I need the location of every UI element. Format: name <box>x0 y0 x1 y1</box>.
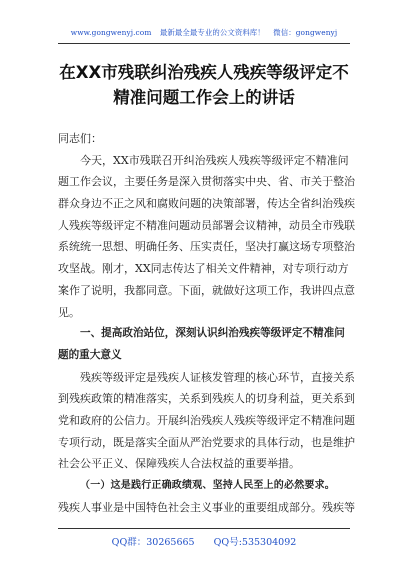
page-footer <box>58 534 350 548</box>
body-text-line: 攻坚战。刚才，XX同志传达了相关文件精神，对专项行动方 <box>58 262 349 276</box>
header-site-link[interactable]: www.gongwenyj.com <box>70 28 152 37</box>
footer-divider <box>58 528 350 529</box>
body-text-line: 人残疾等级评定不精准问题动员部署会议精神，动员全市残联 <box>58 218 355 232</box>
body-text-line: 党和政府的公信力。开展纠治残疾人残疾等级评定不精准问题 <box>58 413 355 427</box>
body-text-line: 专项行动，既是落实全面从严治党要求的具体行动，也是维护 <box>58 435 355 449</box>
section-heading-line: 一、提高政治站位，深刻认识纠治残疾等级评定不精准问 <box>80 327 345 340</box>
header-wechat: 微信：gongwenyj <box>273 28 338 37</box>
document-title <box>40 60 368 110</box>
body-text-line: 系统统一思想、明确任务、压实责任，坚决打赢这场专项整治 <box>58 240 355 254</box>
header-divider <box>58 43 350 44</box>
body-text-line: 案作了说明，我都同意。下面，就做好这项工作，我讲四点意 <box>58 283 355 297</box>
body-text-line: 到残疾政策的精准落实，关系到残疾人的切身利益，更关系到 <box>58 392 355 406</box>
section-heading-line: 题的重大意义 <box>58 348 122 361</box>
section-heading-line: （一）这是践行正确政绩观、坚持人民至上的必然要求。 <box>80 480 335 491</box>
header-slogan: 最新最全最专业的公文资料库！ <box>159 28 265 37</box>
footer-qq-group: QQ群：30265665 <box>111 537 195 548</box>
body-text-line: 残疾人事业是中国特色社会主义事业的重要组成部分。残疾等 <box>58 500 355 514</box>
page-header <box>58 27 350 38</box>
body-text-line: 群众身边不正之风和腐败问题的决策部署，传达全省纠治残疾 <box>58 197 355 211</box>
title-line: 精准问题工作会上的讲话 <box>113 88 295 107</box>
document-body <box>58 128 358 518</box>
body-text-line: 同志们： <box>58 132 102 145</box>
title-line: 在XX市残联纠治残疾人残疾等级评定不 <box>59 63 349 82</box>
body-text-line: 见。 <box>58 305 80 319</box>
body-text-line: 残疾等级评定是残疾人证核发管理的核心环节，直接关系 <box>80 370 355 384</box>
body-text-line: 题工作会议，主要任务是深入贯彻落实中央、省、市关于整治 <box>58 175 355 189</box>
body-text-line: 今天，XX市残联召开纠治残疾人残疾等级评定不精准问 <box>80 153 349 167</box>
footer-qq-number: QQ号:535304092 <box>213 537 297 548</box>
body-text-line: 社会公平正义、保障残疾人合法权益的重要举措。 <box>58 457 300 471</box>
